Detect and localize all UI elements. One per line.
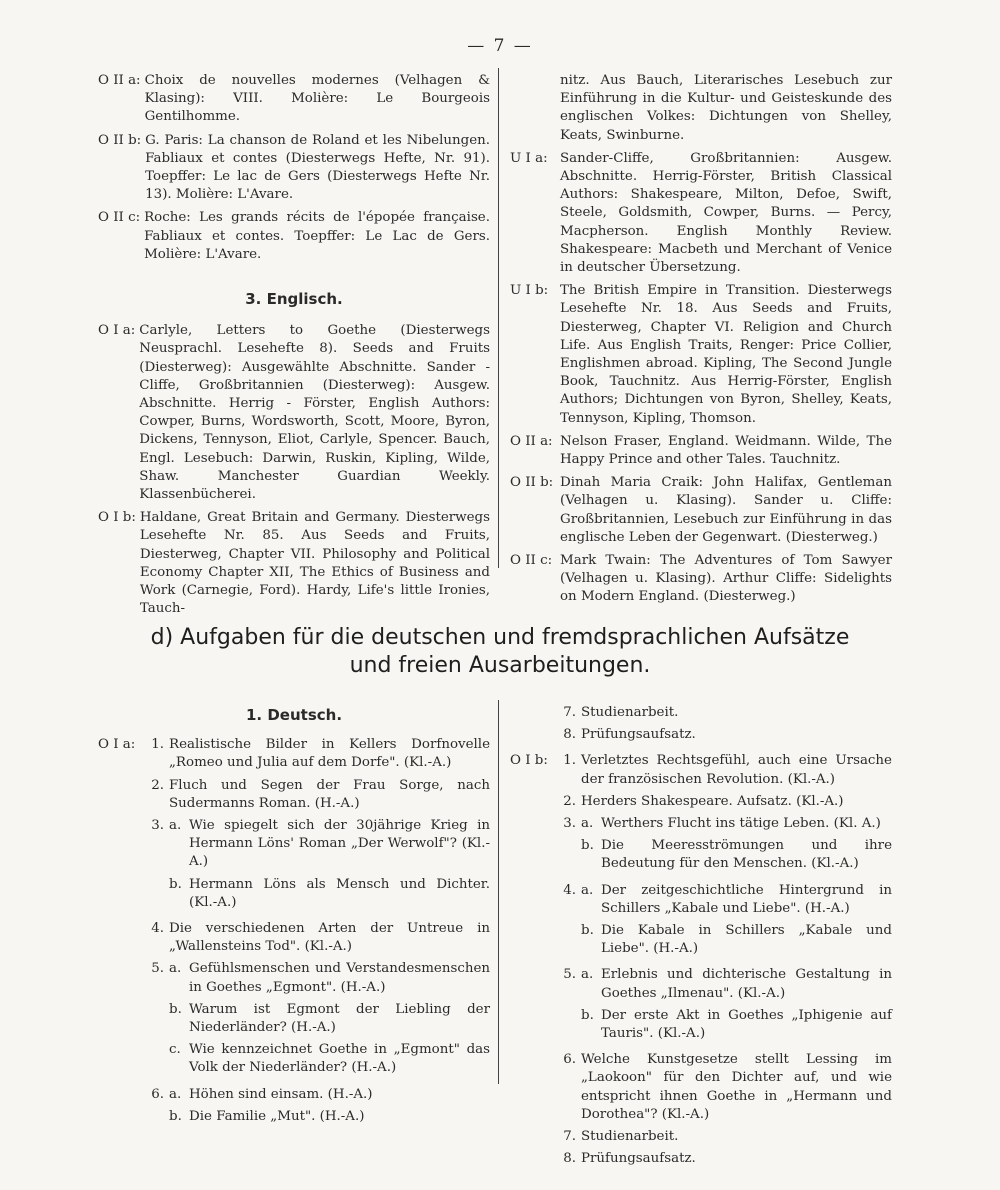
list-item: 8. Prüfungsaufsatz. [563, 727, 696, 743]
entry-text: Roche: Les grands récits de l'épopée française. Fabliaux et contes. Toepffer: Le Lac de Gers. Molière: L'Avare. [144, 210, 490, 262]
list-item: 4. Die verschiedenen Arten der Untreue in „Wallensteins Tod". (Kl.-A.) [151, 921, 490, 955]
list-subitem: a. Der zeitgeschichtliche Hintergrund in Schillers „Kabale und Liebe". (H.-A.) [581, 882, 892, 916]
list-subitem: a. Höhen sind einsam. (H.-A.) [169, 1086, 373, 1102]
entry-o2c-english [510, 552, 892, 607]
entry-text: Nelson Fraser, England. Weidmann. Wilde, The Happy Prince and other Tales. Tauchnitz. [560, 433, 892, 468]
entry-text: Sander-Cliffe, Großbritannien: Ausgew. Abschnitte. Herrig-Förster, British Classical Authors: Shakespeare, Milton, Defoe, Swift, Steele, Goldsmith, Cowper, Burns. — Percy, Macpherson. English Monthly Review. Shakespeare: Macbeth und Merchant of Venice in deutscher Übersetzung. [560, 150, 892, 276]
list-item: 7. Studienarbeit. [563, 1129, 679, 1145]
entry-text: Choix de nouvelles modernes (Velhagen & Klasing): VIII. Molière: Le Bourgeois Gentilhomme. [144, 73, 490, 125]
right-column-bottom [510, 704, 892, 1172]
class-label: O I a: [98, 737, 136, 753]
class-label: O II c: [510, 553, 553, 569]
list-subitem: a. Wie spiegelt sich der 30jährige Krieg in Hermann Löns' Roman „Der Werwolf"? (Kl.-A.) [169, 818, 490, 870]
entry-o1b-english [98, 509, 490, 618]
list-item: 6. Welche Kunstgesetze stellt Lessing im „Laokoon" für den Dichter auf, und wie entspricht ihnen Goethe in „Hermann und Dorothea"? (Kl.-A.) [563, 1052, 892, 1122]
column-divider-top [498, 68, 499, 568]
entry-text: Dinah Maria Craik: John Halifax, Gentleman (Velhagen u. Klasing). Sander u. Cliffe: Großbritannien, Lesebuch zur Einführung in das englische Leben der Gegenwart. (Diesterweg.) [560, 475, 892, 545]
list-item: 7. Studienarbeit. [563, 705, 679, 720]
list-item: 5. a. Erlebnis und dichterische Gestaltung in Goethes „Ilmenau". (Kl.-A.) b. Der erste Akt in Goethes „Iphigenie auf Tauris". (Kl.-A.) [554, 966, 892, 1047]
entry-continuation [510, 72, 892, 145]
main-heading-line-2: und freien Ausarbeitungen. [349, 653, 651, 678]
list-item: 1. Verletztes Rechtsgefühl, auch eine Ursache der französischen Revolution. (Kl.-A.) [563, 753, 892, 787]
list-subitem: c. Wie kennzeichnet Goethe in „Egmont" das Volk der Niederländer? (H.-A.) [169, 1042, 490, 1076]
list-subitem: b. Die Kabale in Schillers „Kabale und Liebe". (H.-A.) [581, 923, 892, 957]
topic-list-o1b [510, 752, 892, 1172]
list-subitem: a. Erlebnis und dichterische Gestaltung in Goethes „Ilmenau". (Kl.-A.) [581, 967, 892, 1001]
class-label: O II a: [510, 433, 553, 449]
list-item: 5. a. Gefühlsmenschen und Verstandesmenschen in Goethes „Egmont". (H.-A.) b. Warum ist Egmont der Liebling der Niederländer? (H.-A.) c. Wie kennzeichnet Goethe in „Egmont" das Volk der Niederländer? (H.-A.) [142, 960, 490, 1081]
class-label: O II b: [510, 475, 554, 491]
class-label: O I b: [510, 753, 548, 769]
left-column-bottom [98, 704, 490, 1134]
list-item: 4. a. Der zeitgeschichtliche Hintergrund in Schillers „Kabale und Liebe". (H.-A.) b. Die Kabale in Schillers „Kabale und Liebe". (H.-A.) [554, 882, 892, 963]
entry-text: Carlyle, Letters to Goethe (Diesterwegs Neusprachl. Lesehefte 8). Seeds and Fruits (Diesterweg): Ausgewählte Abschnitte. Sander - Cliffe, Großbritannien (Diesterweg): Ausgew. Abschnitte. Herrig - Förster, English Authors: Cowper, Burns, Wordsworth, Scott, Moore, Byron, Dickens, Tennyson, Eliot, Carlyle, Spencer. Bauch, Engl. Lesebuch: Darwin, Ruskin, Kipling, Wilde, Shaw. Manchester Guardian Weekly. Klassenbücherei. [139, 323, 490, 503]
entry-o2b-french [98, 132, 490, 205]
list-item: 8. Prüfungsaufsatz. [563, 1151, 696, 1167]
class-label: O I a: [98, 323, 136, 339]
list-subitem: b. Hermann Löns als Mensch und Dichter. (Kl.-A.) [169, 876, 490, 910]
list-subitem: a. Gefühlsmenschen und Verstandesmenschen in Goethes „Egmont". (H.-A.) [169, 961, 490, 995]
list-item: 2. Herders Shakespeare. Aufsatz. (Kl.-A.) [563, 793, 844, 809]
left-column-top [98, 72, 490, 623]
list-subitem: b. Die Meeresströmungen und ihre Bedeutung für den Menschen. (Kl.-A.) [581, 838, 892, 872]
class-label: O II a: [98, 73, 141, 88]
entry-o1a-english [98, 322, 490, 504]
class-label: O II b: [98, 132, 142, 148]
entry-text: The British Empire in Transition. Diesterwegs Lesehefte Nr. 18. Aus Seeds and Fruits, Diesterweg, Chapter VI. Religion and Church Life. Aus English Traits, Renger: Price Collier, Englishmen abroad. Kipling, The Second Jungle Book, Tauchnitz. Aus Herrig-Förster, English Authors; Dichtungen von Byron, Shelley, Keats, Tennyson, Kipling, Thomson. [560, 283, 892, 426]
continued-items [510, 704, 892, 744]
class-label: U I b: [510, 283, 549, 299]
entry-text: nitz. Aus Bauch, Literarisches Lesebuch zur Einführung in die Kultur- und Geisteskunde des englischen Volkes: Dichtungen von Shelley, Keats, Swinburne. [560, 73, 892, 143]
class-label: O II c: [98, 210, 141, 226]
class-label: U I a: [510, 150, 548, 166]
list-item: 2. Fluch und Segen der Frau Sorge, nach Sudermanns Roman. (H.-A.) [151, 777, 490, 811]
entry-o2c-french [98, 209, 490, 264]
column-divider-bottom [498, 700, 499, 1084]
section-heading-deutsch: 1. Deutsch. [245, 706, 343, 724]
entry-u1a-english [510, 150, 892, 277]
entry-u1b-english [510, 282, 892, 428]
list-subitem: a. Werthers Flucht ins tätige Leben. (Kl. A.) [581, 816, 881, 832]
entry-o2b-english [510, 474, 892, 547]
entry-o2a-french [98, 72, 490, 127]
entry-text: Mark Twain: The Adventures of Tom Sawyer (Velhagen u. Klasing). Arthur Cliffe: Sidelights on Modern England. (Diesterweg.) [560, 553, 892, 605]
entry-text: G. Paris: La chanson de Roland et les Nibelungen. Fabliaux et contes (Diesterwegs Hefte, Nr. 91). Toepffer: Le lac de Gers (Diesterwegs Hefte Nr. 13). Molière: L'Avare. [145, 132, 490, 203]
list-subitem: b. Der erste Akt in Goethes „Iphigenie auf Tauris". (Kl.-A.) [581, 1007, 892, 1042]
list-item: 6. a. Höhen sind einsam. (H.-A.) b. Die Familie „Mut". (H.-A.) [142, 1086, 490, 1130]
right-column-top [510, 72, 892, 612]
list-subitem: b. Die Familie „Mut". (H.-A.) [169, 1108, 365, 1124]
class-label: O I b: [98, 510, 136, 526]
entry-o2a-english [510, 433, 892, 469]
list-subitem: b. Warum ist Egmont der Liebling der Niederländer? (H.-A.) [169, 1001, 490, 1036]
list-item: 3. a. Werthers Flucht ins tätige Leben. (Kl. A.) b. Die Meeresströmungen und ihre Bedeutung für den Menschen. (Kl.-A.) [554, 815, 892, 878]
topic-list-o1a [98, 736, 490, 1134]
entry-text: Haldane, Great Britain and Germany. Diesterwegs Lesehefte Nr. 85. Aus Seeds and Fruits, Diesterweg, Chapter VII. Philosophy and Political Economy Chapter XII, The Ethics of Business and Work (Carnegie, Ford). Hardy, Life's little Ironies, Tauch- [139, 510, 490, 617]
main-heading-line-1: d) Aufgaben für die deutschen und fremdsprachlichen Aufsätze [150, 625, 850, 650]
list-item: 1. Realistische Bilder in Kellers Dorfnovelle „Romeo und Julia auf dem Dorfe". (Kl.-A.) [151, 737, 490, 771]
main-heading [0, 624, 1000, 680]
page-number: — 7 — [467, 36, 533, 56]
section-heading-english: 3. Englisch. [245, 290, 343, 309]
list-item: 3. a. Wie spiegelt sich der 30jährige Krieg in Hermann Löns' Roman „Der Werwolf"? (Kl.-A.) b. Hermann Löns als Mensch und Dichter. (Kl.-A.) [142, 817, 490, 916]
